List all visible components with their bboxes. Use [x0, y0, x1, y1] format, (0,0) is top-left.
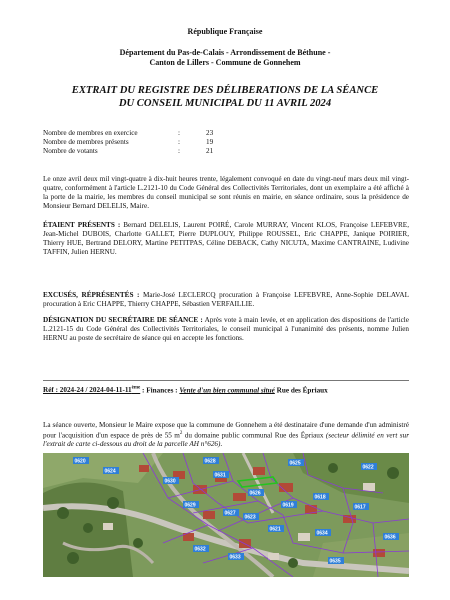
cadastral-map-extract [43, 453, 409, 577]
parcel-label: 0623 [244, 514, 256, 521]
secretary-text: Après vote à main levée, et en application des dispositions de l'article L.2121-15 du Code Général des Collectivités Territoriales, le conseil municipal à l'unanimité des présents, nomme Julien HERNU au poste de secrétaire de séance qui en accepte les fonctions. [43, 316, 409, 342]
parcel-label: 0622 [362, 464, 374, 471]
body-end: . [220, 440, 223, 449]
body-paragraph [43, 421, 409, 449]
parcel-label: 0617 [354, 504, 366, 511]
excused-list: Marie-José LECLERCQ procuration à Françoise LEFEBVRE, Anne-Sophie DELAVAL procuration à Eric CHAPPE, Thierry CHAPPE, Sébastien VERFAILLIE. [43, 291, 409, 308]
parcel-label: 0625 [289, 460, 301, 467]
parcel-label: 0619 [282, 502, 294, 509]
stat-row [43, 138, 243, 147]
header-department: Département du Pas-de-Calais - Arrondissement de Béthune - [119, 48, 331, 57]
header-commune: Canton de Lillers - Commune de Gonnehem [149, 58, 301, 67]
parcel-label: 0628 [204, 458, 216, 465]
parcel-label: 0636 [384, 534, 396, 541]
parcel-label: 0634 [316, 530, 328, 537]
stat-separator: : [178, 147, 180, 156]
stat-value: 19 [206, 138, 214, 147]
stat-value: 21 [206, 147, 214, 156]
parcel-label: 0629 [184, 502, 196, 509]
document-title-line1: EXTRAIT DU REGISTRE DES DÉLIBERATIONS DE LA SÉANCE [71, 85, 379, 96]
stat-label: Nombre de membres en exercice [43, 129, 138, 137]
body-italic: (secteur délimité en vert sur l'extrait de carte ci-dessous au droit de la parcelle AH n°626) [43, 431, 409, 449]
body-sup: 2 [179, 430, 183, 436]
stat-separator: : [178, 129, 180, 137]
document-title-line2: DU CONSEIL MUNICIPAL DU 11 AVRIL 2024 [118, 98, 332, 109]
present-members-paragraph [43, 221, 409, 257]
aerial-map-image [43, 453, 409, 577]
reference-place: Rue des Épriaux [274, 386, 328, 395]
member-stats [43, 129, 243, 157]
parcel-label: 0624 [104, 468, 116, 475]
parcel-label: 0621 [269, 526, 281, 533]
present-list: Bernard DELELIS, Laurent POIRÉ, Carole MURRAY, Vincent KLOS, Françoise LEFEBVRE, Jean-Michel DUBOIS, Charlotte GALLET, Pierre DUPLOUY, Philippe ROUSSEL, Eric CHAPPE, Janique POIRIER, Thierry HUE, Bertrand DELORY, Martine PETITPAS, Céline DEBACK, Cathy NICUTA, Maxime CANTRAINE, Ludivine TAFFIN, Julien HERNU. [43, 221, 409, 256]
stat-label: Nombre de membres présents [43, 138, 129, 147]
intro-paragraph: Le onze avril deux mil vingt-quatre à dix-huit heures trente, légalement convoqué en date du vingt-neuf mars deux mil vingt-quatre, conformément à l'article L.2121-10 du Code Général des Collectivités Territoriales, dont un exemplaire a été affiché à la porte de la mairie, les membres du conseil municipal se sont réunis en mairie, en séance ordinaire, sous la présidence de Monsieur Bernard DELELIS, Maire. [43, 175, 409, 210]
parcel-label: 0627 [224, 510, 236, 517]
secretary-paragraph [43, 316, 409, 343]
parcel-label: 0632 [194, 546, 206, 553]
parcel-label: 0620 [74, 458, 86, 465]
excused-members-paragraph [43, 291, 409, 309]
stat-label: Nombre de votants [43, 147, 98, 156]
parcel-label: 0618 [314, 494, 326, 501]
parcel-label: 0630 [164, 478, 176, 485]
stat-row [43, 129, 243, 138]
body-part1: La séance ouverte, Monsieur le Maire expose que la commune de Gonnehem [43, 421, 269, 429]
parcel-label: 0626 [249, 490, 261, 497]
stat-row [43, 147, 243, 156]
body-part2: a été destinataire d'une demande d'un administré pour l'acquisition d'un espace de près de 55 m [43, 421, 409, 440]
parcel-label: 0635 [329, 558, 341, 565]
reference-subject: Vente d'un bien communal situé [179, 386, 275, 395]
excused-label: EXCUSÉS, RÉPRÉSENTÉS : [43, 291, 140, 299]
body-part3: du domaine public communal Rue des Épriaux [182, 431, 326, 440]
deliberation-reference [43, 380, 409, 395]
parcel-label: 0631 [214, 472, 226, 479]
reference-category: : Finances : [140, 386, 180, 395]
stat-separator: : [178, 138, 180, 147]
present-label: ÉTAIENT PRÉSENTS : [43, 221, 121, 229]
stat-value: 23 [206, 129, 214, 137]
secretary-label: DÉSIGNATION DU SECRÉTAIRE DE SÉANCE : [43, 316, 203, 324]
reference-number [43, 386, 140, 394]
parcel-label: 0633 [229, 554, 241, 561]
reference-sup: ème [131, 386, 141, 391]
reference-code: Réf : 2024-24 / 2024-04-11-11 [43, 386, 132, 395]
header-republic: République Française [187, 27, 263, 36]
